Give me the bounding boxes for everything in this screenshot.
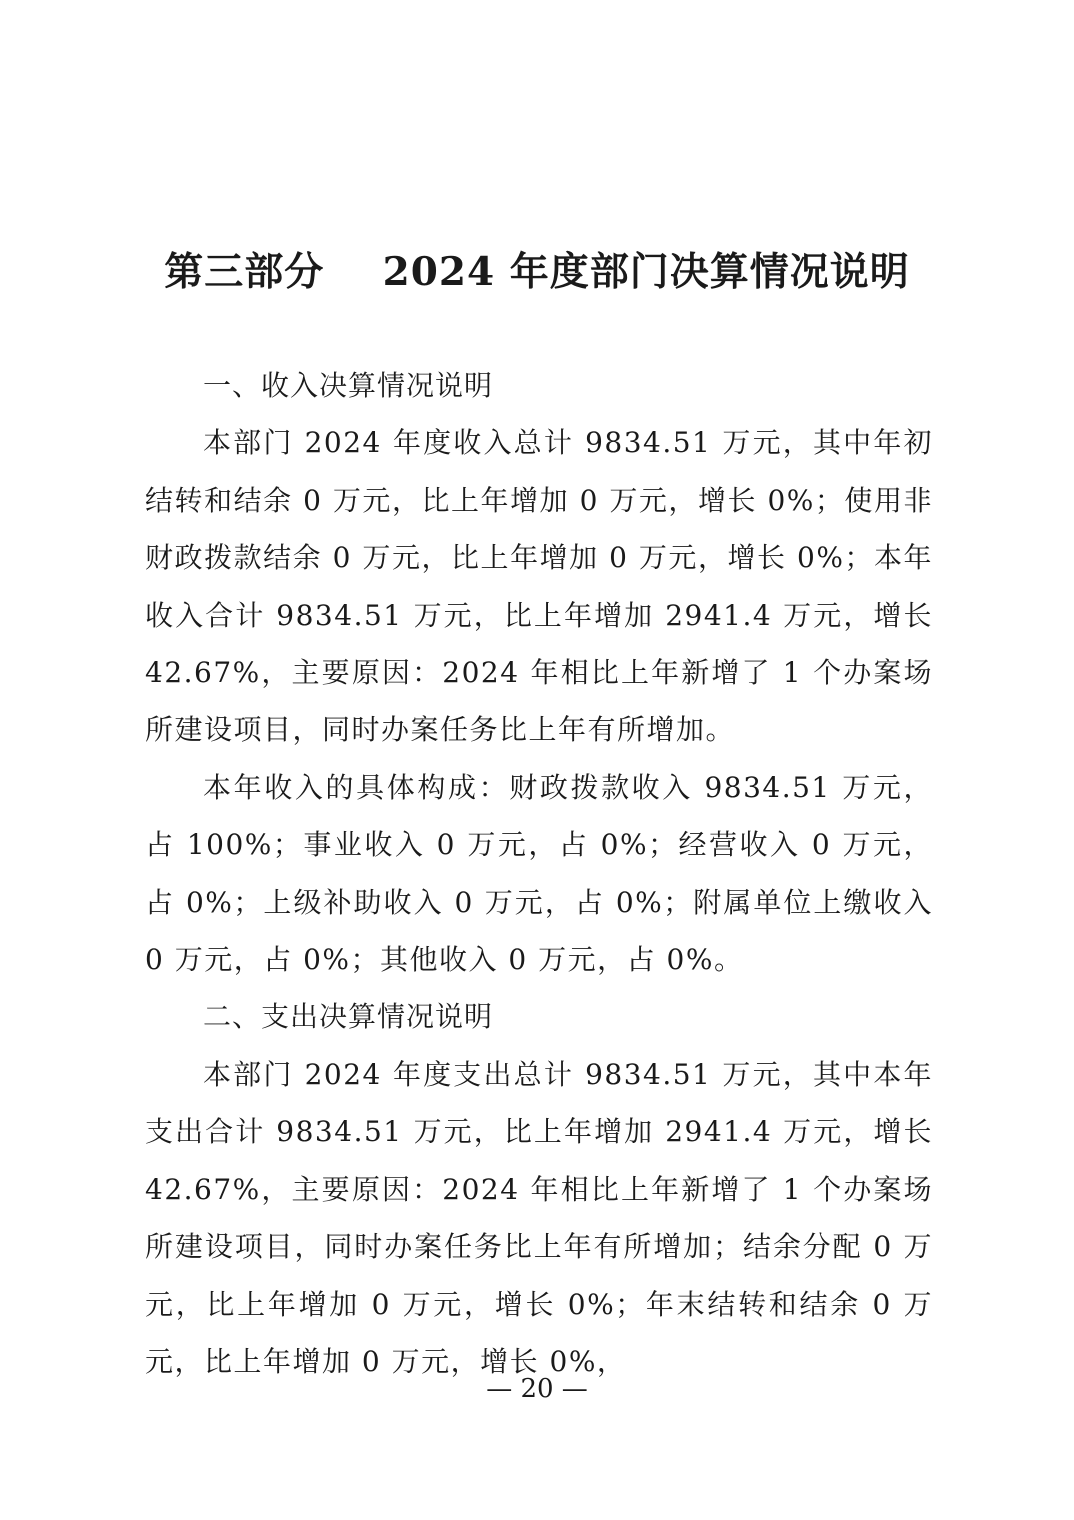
income-composition-paragraph: 本年收入的具体构成：财政拨款收入 9834.51 万元，占 100%；事业收入 0 万元，占 0%；经营收入 0 万元，占 0%；上级补助收入 0 万元，占 0%；附属单位上缴收入 0 万元，占 0%；其他收入 0 万元，占 0%。: [145, 770, 933, 977]
page-title: 第三部分 2024 年度部门决算情况说明: [164, 249, 910, 295]
income-summary-paragraph: 本部门 2024 年度收入总计 9834.51 万元，其中年初结转和结余 0 万元，比上年增加 0 万元，增长 0%；使用非财政拨款结余 0 万元，比上年增加 0 万元，增长 0%；本年收入合计 9834.51 万元，比上年增加 2941.4 万元，增长 42.67%，主要原因：2024 年相比上年新增了 1 个办案场所建设项目，同时办案任务比上年有所增加。: [145, 426, 933, 747]
document-body: [145, 357, 933, 1390]
section-heading-income: 一、收入决算情况说明: [203, 369, 494, 402]
section-heading-expenditure: 二、支出决算情况说明: [203, 1000, 494, 1034]
page-number: — 20 —: [486, 1374, 588, 1404]
expenditure-summary-paragraph: 本部门 2024 年度支出总计 9834.51 万元，其中本年支出合计 9834.51 万元，比上年增加 2941.4 万元，增长 42.67%，主要原因：2024 年相比上年新增了 1 个办案场所建设项目，同时办案任务比上年有所增加；结余分配 0 万元，比上年增加 0 万元，增长 0%；年末结转和结余 0 万元，比上年增加 0 万元，增长 0%，: [145, 1057, 933, 1378]
